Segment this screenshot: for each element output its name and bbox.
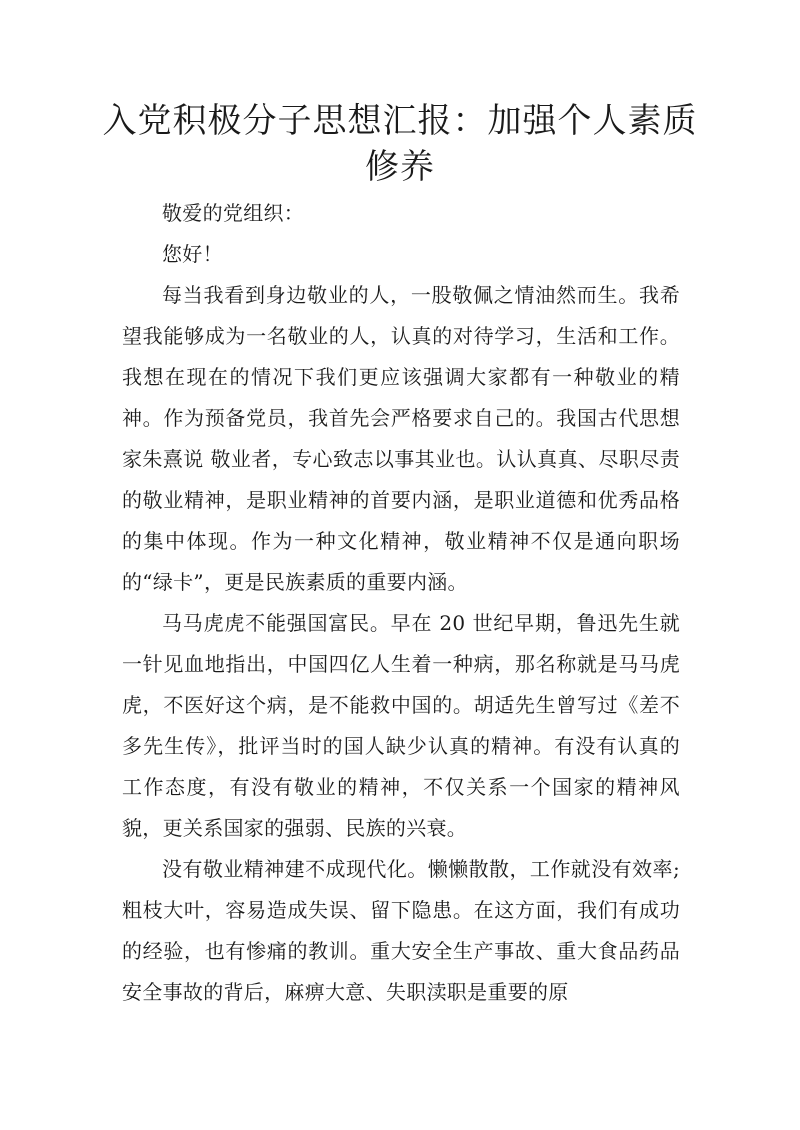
greeting: 您好！ — [162, 242, 223, 266]
document-title: 入党积极分子思想汇报：加强个人素质修养 — [102, 101, 698, 187]
paragraph: 没有敬业精神建不成现代化。懒懒散散，工作就没有效率;粗枝大叶，容易造成失误、留下隐患。在这方面，我们有成功的经验，也有惨痛的教训。重大安全生产事故、重大食品药品安全事故的背后，麻痹大意、失职渎职是重要的原 — [122, 857, 680, 1004]
paragraph: 马马虎虎不能强国富民。早在 20 世纪早期，鲁迅先生就一针见血地指出，中国四亿人生着一种病，那名称就是马马虎虎，不医好这个病，是不能救中国的。胡适先生曾写过《差不多先生传》，批评当时的国人缺少认真的精神。有没有认真的工作态度，有没有敬业的精神，不仅关系一个国家的精神风貌，更关系国家的强弱、民族的兴衰。 — [122, 611, 680, 840]
salutation: 敬爱的党组织： — [162, 201, 305, 225]
document-body — [122, 193, 680, 1013]
paragraph: 每当我看到身边敬业的人，一股敬佩之情油然而生。我希望我能够成为一名敬业的人，认真的对待学习，生活和工作。我想在现在的情况下我们更应该强调大家都有一种敬业的精神。作为预备党员，我首先会严格要求自己的。我国古代思想家朱熹说 敬业者，专心致志以事其业也。认认真真、尽职尽责的敬业精神，是职业精神的首要内涵，是职业道德和优秀品格的集中体现。作为一种文化精神，敬业精神不仅是通向职场的“绿卡”，更是民族素质的重要内涵。 — [122, 283, 680, 594]
